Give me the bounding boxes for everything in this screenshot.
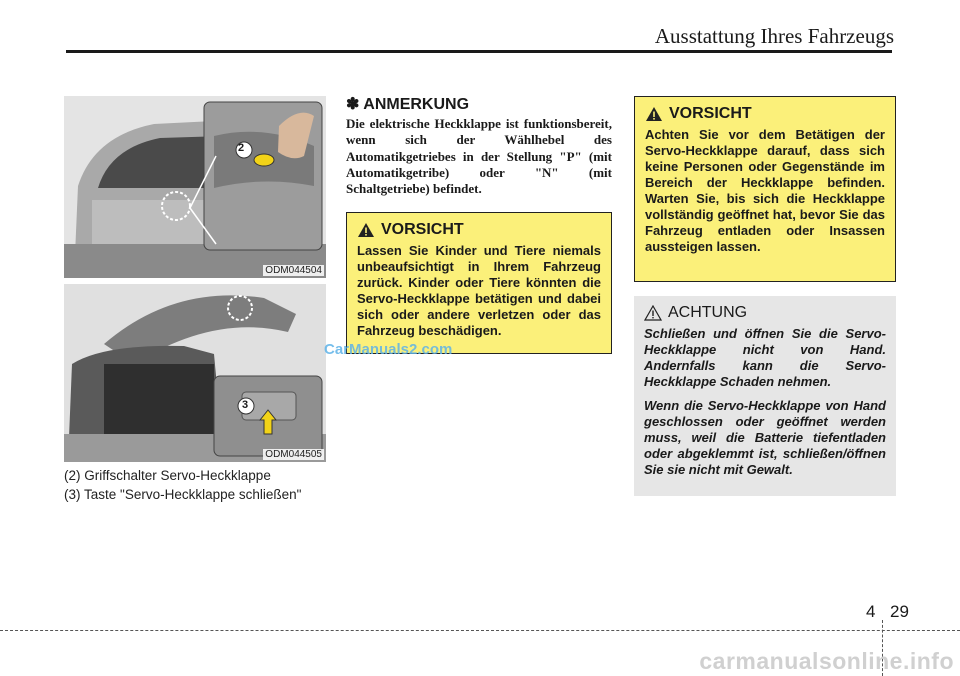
attention-paragraph: Wenn die Servo-Heckklappe von Hand geschlossen oder geöffnet werden muss, weil die Batterie tiefentladen oder abgeklemmt ist, schließen/öffnen Sie sie nicht mit Gewalt.: [644, 398, 886, 477]
caution-text: Achten Sie vor dem Betätigen der Servo-Heckklappe darauf, dass sich keine Personen oder Gegenstände im Bereich der Heckklappe befinden. Warten Sie, bis sich die Heckklappe vollständig geöffnet hat, bevor Sie das Fahrzeug entladen oder Insassen aussteigen lassen.: [645, 127, 885, 254]
caution-box-persons: [634, 96, 896, 282]
note-heading: ✽ ANMERKUNG: [346, 96, 470, 113]
warning-outline-icon: [644, 305, 662, 321]
warning-icon: [645, 106, 663, 122]
callout-number: 2: [238, 142, 245, 154]
attention-paragraph: Schließen und öffnen Sie die Servo-Heckklappe nicht von Hand. Andernfalls kann die Servo-Heckklappe Schaden nehmen.: [644, 326, 886, 389]
warning-icon: [357, 222, 375, 238]
caution-text: Lassen Sie Kinder und Tiere niemals unbeaufsichtigt in Ihrem Fahrzeug zurück. Kinder oder Tiere könnten die Servo-Heckklappe betätigen und dabei sich oder andere verletzen oder das Fahrzeug beschädigen.: [357, 243, 601, 338]
image-code: ODM044505: [265, 449, 322, 460]
photo-tailgate-handle: [64, 96, 326, 278]
figure-captions: [64, 466, 301, 504]
header-rule: [66, 50, 892, 53]
caution-title: VORSICHT: [381, 221, 464, 238]
site-watermark: carmanualsonline.info: [699, 648, 954, 674]
chapter-number: 4: [866, 602, 876, 621]
page-number: 29: [890, 602, 909, 621]
caution-title: VORSICHT: [669, 105, 752, 122]
attention-title: ACHTUNG: [668, 304, 748, 321]
image-code: ODM044504: [265, 265, 322, 276]
caption-item: (3) Taste "Servo-Heckklappe schließen": [64, 487, 302, 502]
footer-rule: [0, 630, 960, 631]
callout-number: 3: [242, 399, 249, 411]
tailgate-handle-illustration: [64, 96, 326, 278]
note-body: Die elektrische Heckklappe ist funktionsbereit, wenn sich der Wählhebel des Automatikgetriebes in der Stellung "P" (mit Automatikgetribe) oder "N" (mit Schaltgetriebe) befindet.: [346, 116, 612, 197]
tailgate-close-illustration: [64, 284, 326, 462]
attention-box: [634, 296, 896, 496]
caption-item: (2) Griffschalter Servo-Heckklappe: [64, 468, 271, 483]
photo-tailgate-close-button: [64, 284, 326, 462]
caution-box-children: [346, 212, 612, 354]
page-header-title: Ausstattung Ihres Fahrzeugs: [654, 24, 894, 48]
watermark-text: CarManuals2.com: [324, 341, 453, 358]
